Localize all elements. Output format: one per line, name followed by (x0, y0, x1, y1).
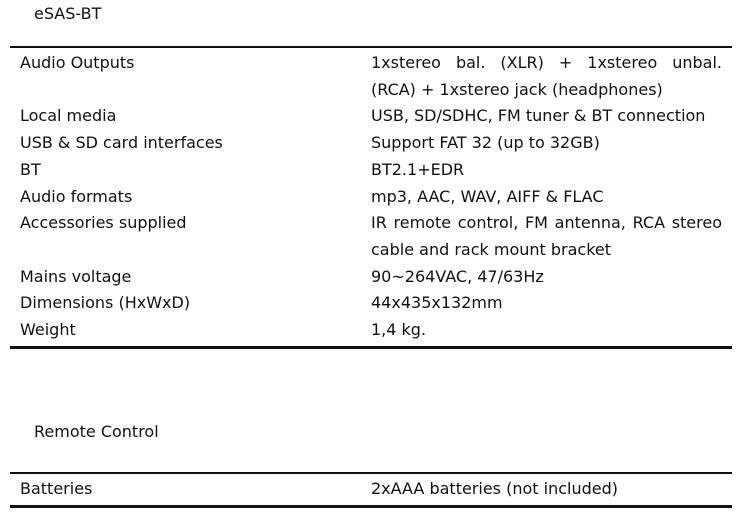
table-bottom-rule (10, 505, 732, 508)
table-bottom-rule (10, 346, 732, 349)
table-row (10, 184, 732, 211)
spec-label: Accessories supplied (20, 213, 187, 233)
table-row (10, 130, 732, 157)
table-row (10, 50, 732, 103)
spec-value: 90~264VAC, 47/63Hz (371, 266, 544, 286)
spec-value: 44x435x132mm (371, 293, 503, 313)
spec-label: Batteries (20, 479, 93, 498)
table-row (10, 103, 732, 130)
spec-label: Dimensions (HxWxD) (20, 293, 191, 313)
table-row (10, 317, 732, 344)
table-row (10, 264, 732, 291)
spec-value: IR remote control, FM antenna, RCA stereo cable and rack mount bracket (371, 213, 722, 259)
spec-label: Audio Outputs (20, 53, 135, 72)
spec-label: Mains voltage (20, 266, 132, 286)
spec-value: BT2.1+EDR (371, 159, 465, 179)
section-title-remote-control: Remote Control (34, 422, 159, 441)
spec-value: 1xstereo bal. (XLR) + 1xstereo unbal. (RCA) + 1xstereo jack (headphones) (371, 53, 722, 99)
table-row (10, 476, 732, 503)
table-row (10, 157, 732, 184)
spec-value: mp3, AAC, WAV, AIFF & FLAC (371, 186, 604, 206)
spec-label: Weight (20, 320, 76, 340)
spec-value: Support FAT 32 (up to 32GB) (371, 133, 600, 153)
spec-label: Audio formats (20, 186, 133, 206)
spec-label: BT (20, 159, 41, 179)
spec-value: USB, SD/SDHC, FM tuner & BT connection (371, 106, 706, 126)
spec-value: 1,4 kg. (371, 320, 427, 340)
specs-table (10, 46, 732, 349)
table-row (10, 290, 732, 317)
spec-value: 2xAAA batteries (not included) (371, 479, 618, 498)
spec-label: USB & SD card interfaces (20, 133, 223, 153)
remote-table (10, 472, 732, 508)
spec-label: Local media (20, 106, 117, 126)
section-title-esas-bt: eSAS-BT (34, 4, 102, 23)
table-row (10, 210, 732, 263)
